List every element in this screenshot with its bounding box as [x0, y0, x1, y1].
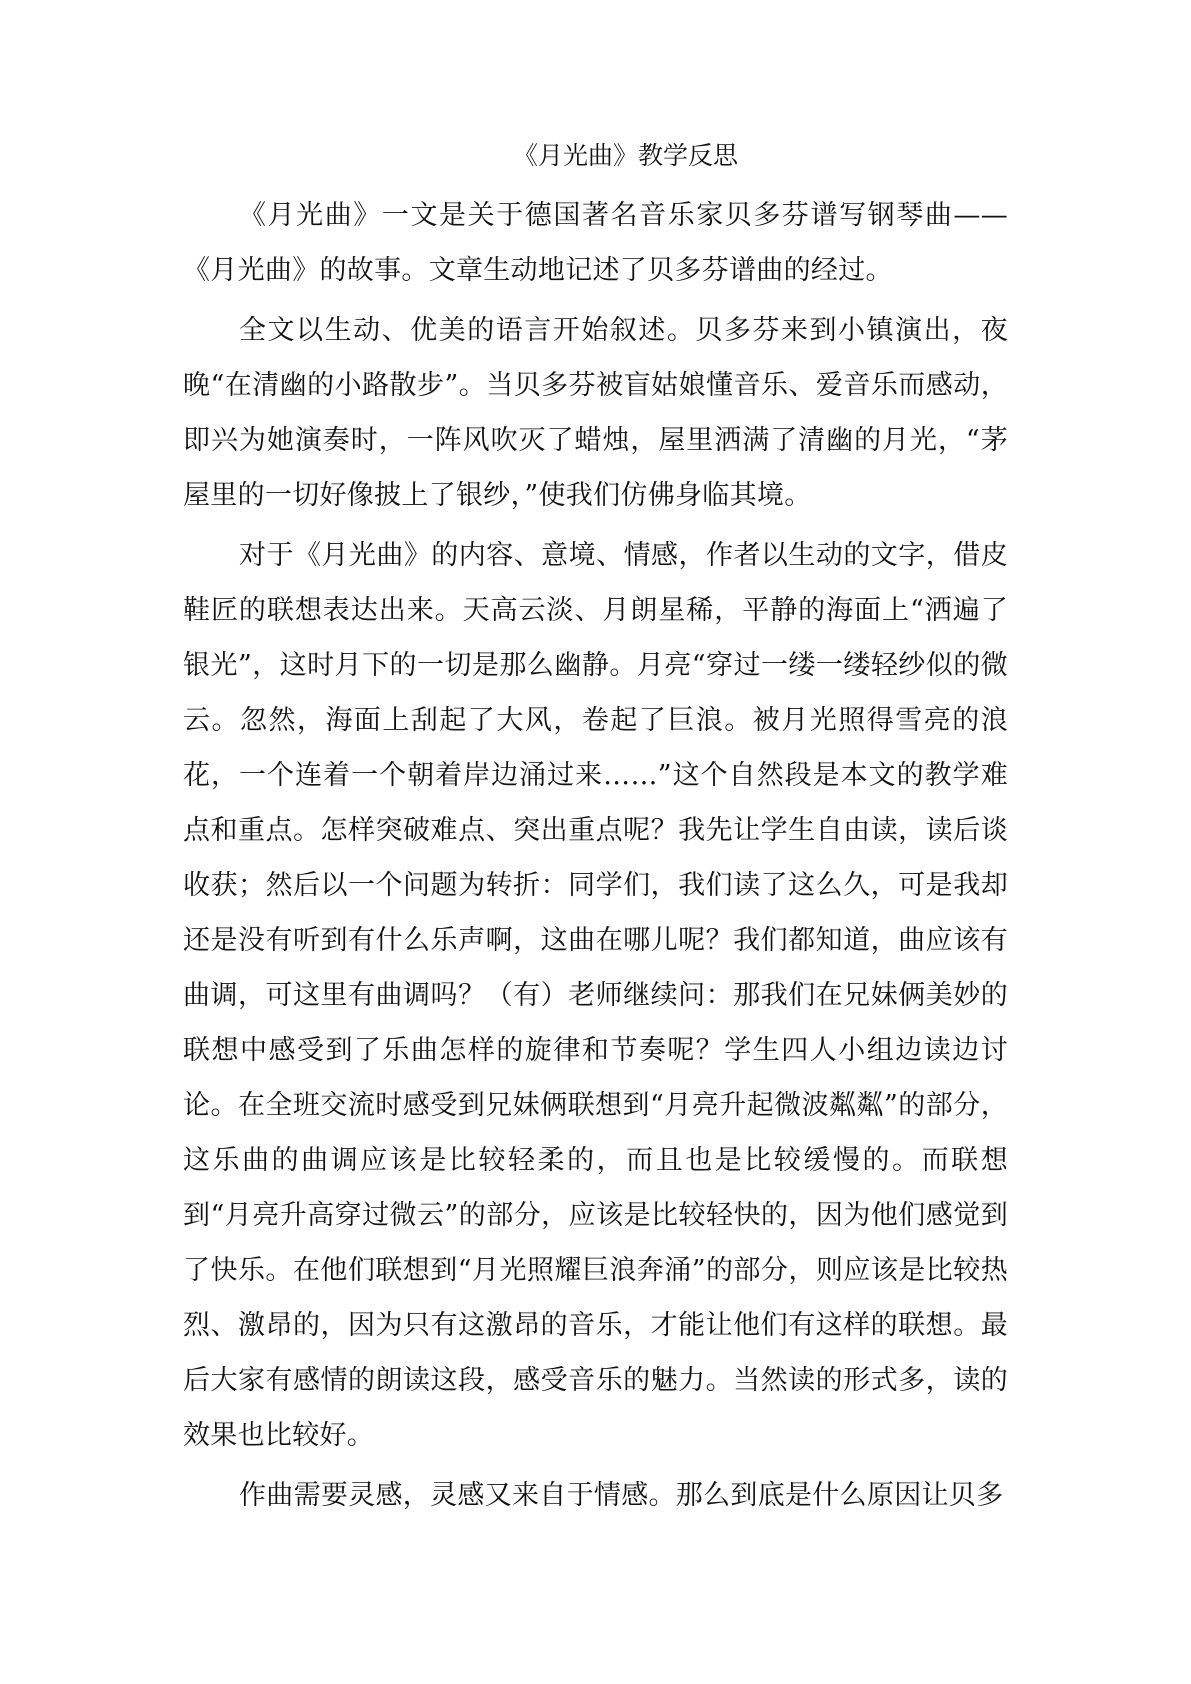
paragraph-intro: 《月光曲》一文是关于德国著名音乐家贝多芬谱写钢琴曲——《月光曲》的故事。文章生动地记述了贝多芬谱曲的经过。 — [183, 200, 1008, 286]
document-body — [183, 134, 1008, 1523]
paragraph-narration: 全文以生动、优美的语言开始叙述。贝多芬来到小镇演出，夜晚“在清幽的小路散步”。当贝多芬被盲姑娘懂音乐、爱音乐而感动，即兴为她演奏时，一阵风吹灭了蜡烛，屋里洒满了清幽的月光，“茅屋里的一切好像披上了银纱，”使我们仿佛身临其境。 — [183, 315, 1008, 511]
paragraph-teaching-analysis: 对于《月光曲》的内容、意境、情感，作者以生动的文字，借皮鞋匠的联想表达出来。天高云淡、月朗星稀，平静的海面上“洒遍了银光”，这时月下的一切是那么幽静。月亮“穿过一缕一缕轻纱似的微云。忽然，海面上刮起了大风，卷起了巨浪。被月光照得雪亮的浪花，一个连着一个朝着岸边涌过来……”这个自然段是本文的教学难点和重点。怎样突破难点、突出重点呢？我先让学生自由读，读后谈收获；然后以一个问题为转折：同学们，我们读了这么久，可是我却还是没有听到有什么乐声啊，这曲在哪儿呢？我们都知道，曲应该有曲调，可这里有曲调吗？（有）老师继续问：那我们在兄妹俩美妙的联想中感受到了乐曲怎样的旋律和节奏呢？学生四人小组边读边讨论。在全班交流时感受到兄妹俩联想到“月亮升起微波粼粼”的部分，这乐曲的曲调应该是比较轻柔的，而且也是比较缓慢的。而联想到“月亮升高穿过微云”的部分，应该是比较轻快的，因为他们感觉到了快乐。在他们联想到“月光照耀巨浪奔涌”的部分，则应该是比较热烈、激昂的，因为只有这激昂的音乐，才能让他们有这样的联想。最后大家有感情的朗读这段，感受音乐的魅力。当然读的形式多，读的效果也比较好。 — [183, 540, 1008, 1451]
document-title: 《月光曲》教学反思 — [512, 141, 738, 170]
paragraph-inspiration: 作曲需要灵感，灵感又来自于情感。那么到底是什么原因让贝多 — [239, 1480, 1004, 1511]
